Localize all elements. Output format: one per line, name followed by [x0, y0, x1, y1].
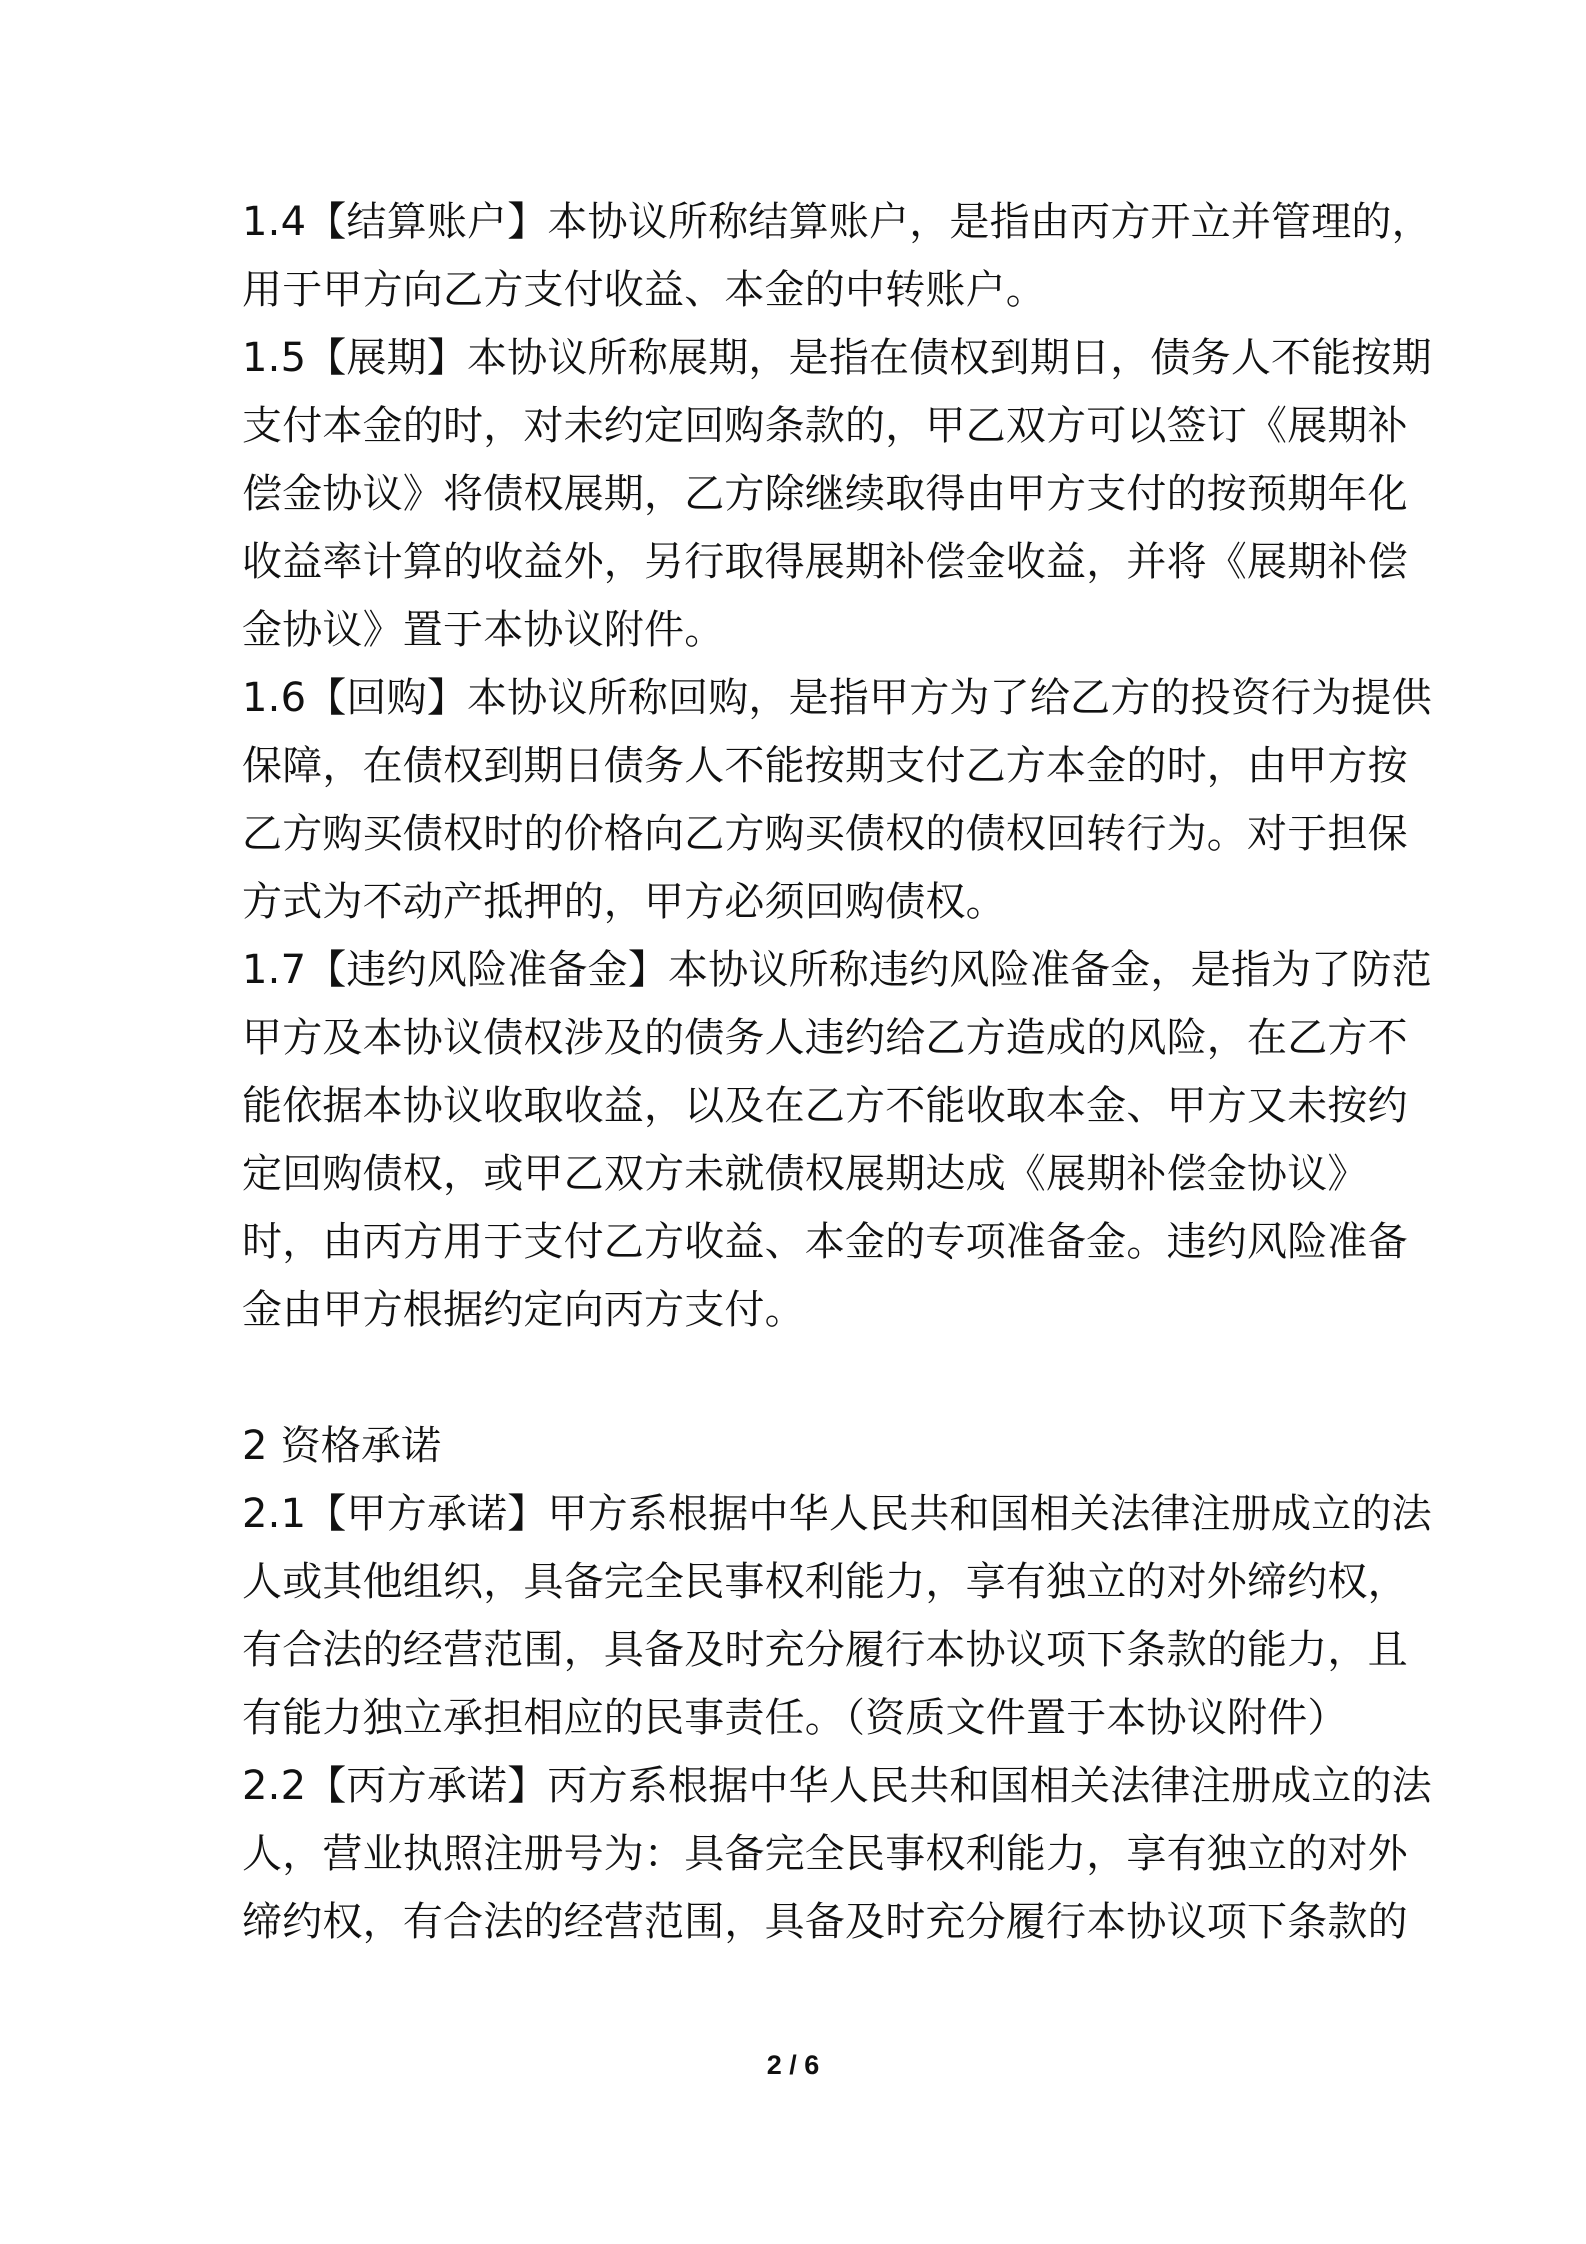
- text-line: 时，由丙方用于支付乙方收益、本金的专项准备金。违约风险准备: [242, 1219, 1408, 1265]
- text-line: 1.4【结算账户】本协议所称结算账户，是指由丙方开立并管理的，: [242, 199, 1432, 245]
- text-line: 甲方及本协议债权涉及的债务人违约给乙方造成的风险，在乙方不: [242, 1015, 1408, 1061]
- text-line: 1.5【展期】本协议所称展期，是指在债权到期日，债务人不能按期: [242, 335, 1432, 381]
- paragraph-gap: [242, 1344, 1352, 1412]
- text-line: 1.6【回购】本协议所称回购，是指甲方为了给乙方的投资行为提供: [242, 675, 1432, 721]
- text-line: 缔约权，有合法的经营范围，具备及时充分履行本协议项下条款的: [242, 1899, 1408, 1945]
- text-line: 用于甲方向乙方支付收益、本金的中转账户。: [242, 267, 1046, 313]
- text-line: 有合法的经营范围，具备及时充分履行本协议项下条款的能力，且: [242, 1627, 1408, 1673]
- text-line: 1.7【违约风险准备金】本协议所称违约风险准备金，是指为了防范: [242, 947, 1432, 993]
- text-line: 收益率计算的收益外，另行取得展期补偿金收益，并将《展期补偿: [242, 539, 1408, 585]
- text-line: 金协议》置于本协议附件。: [242, 607, 725, 653]
- page-number: 2 / 6: [766, 2050, 820, 2080]
- text-line: 能依据本协议收取收益，以及在乙方不能收取本金、甲方又未按约: [242, 1083, 1408, 1129]
- text-line: 2.2【丙方承诺】丙方系根据中华人民共和国相关法律注册成立的法: [242, 1763, 1432, 1809]
- text-line: 支付本金的时，对未约定回购条款的，甲乙双方可以签订《展期补: [242, 403, 1408, 449]
- text-line: 有能力独立承担相应的民事责任。（资质文件置于本协议附件）: [242, 1695, 1348, 1741]
- section-heading: 2 资格承诺: [242, 1423, 442, 1469]
- text-line: 乙方购买债权时的价格向乙方购买债权的债权回转行为。对于担保: [242, 811, 1408, 857]
- text-line: 人，营业执照注册号为：具备完全民事权利能力，享有独立的对外: [242, 1831, 1408, 1877]
- document-body: [242, 188, 1432, 1956]
- text-line: 定回购债权，或甲乙双方未就债权展期达成《展期补偿金协议》: [242, 1151, 1368, 1197]
- text-line: 偿金协议》将债权展期，乙方除继续取得由甲方支付的按预期年化: [242, 471, 1408, 517]
- text-line: 2.1【甲方承诺】甲方系根据中华人民共和国相关法律注册成立的法: [242, 1491, 1432, 1537]
- text-line: 方式为不动产抵押的，甲方必须回购债权。: [242, 879, 1006, 925]
- text-line: 保障，在债权到期日债务人不能按期支付乙方本金的时，由甲方按: [242, 743, 1408, 789]
- text-line: 人或其他组织，具备完全民事权利能力，享有独立的对外缔约权，: [242, 1559, 1408, 1605]
- text-line: 金由甲方根据约定向丙方支付。: [242, 1287, 805, 1333]
